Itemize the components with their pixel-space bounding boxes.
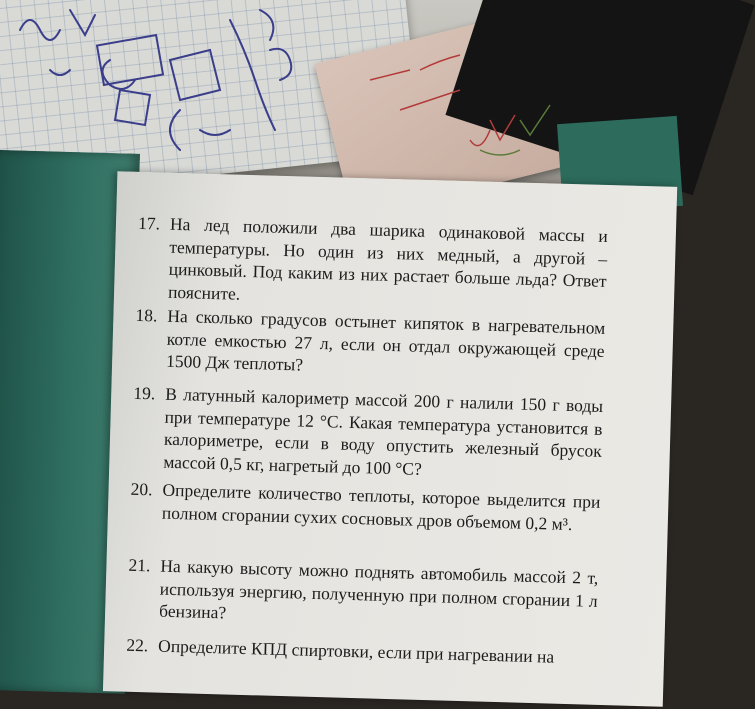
problem-number: 20.: [130, 478, 153, 500]
problem-19: [123, 382, 603, 485]
book-page: [103, 171, 677, 706]
problem-number: 18.: [135, 304, 158, 326]
problem-number: 19.: [133, 382, 156, 404]
problem-21: [119, 554, 599, 635]
problem-text: На сколько градусов остынет кипяток в нагревательном котле емкостью 27 л, если он отдал окружающей среде 1500 Дж теплоты?: [165, 305, 606, 375]
problem-18: [126, 304, 606, 385]
problem-text: На какую высоту можно поднять автомобиль массой 2 т, используя энергию, полученную при полном сгорании 1 л бензина?: [158, 555, 599, 623]
problem-number: 21.: [128, 554, 151, 576]
problem-22: [118, 633, 596, 669]
problem-number: 17.: [137, 212, 161, 234]
problem-text: На лед положили два шарика одинаковой массы и температуры. Но один из них медный, а другой – цинковый. Под каким из них растает больше льда? Ответ поясните.: [167, 213, 609, 304]
problem-20: [122, 478, 601, 536]
problem-text: Определите количество теплоты, которое выделится при полном сгорании сухих сосновых дров объемом 0,2 м³.: [161, 479, 601, 534]
problem-text: В латунный калориметр массой 200 г налили 150 г воды при температуре 12 °С. Какая температура установится в калориметре, если в воду опустить железный брусок массой 0,5 кг, нагретый до 100 °С?: [163, 383, 604, 479]
textbook: [0, 150, 680, 709]
problem-17: [128, 212, 608, 315]
problem-text: Определите КПД спиртовки, если при нагревании на: [157, 635, 555, 667]
problem-number: 22.: [126, 634, 149, 656]
